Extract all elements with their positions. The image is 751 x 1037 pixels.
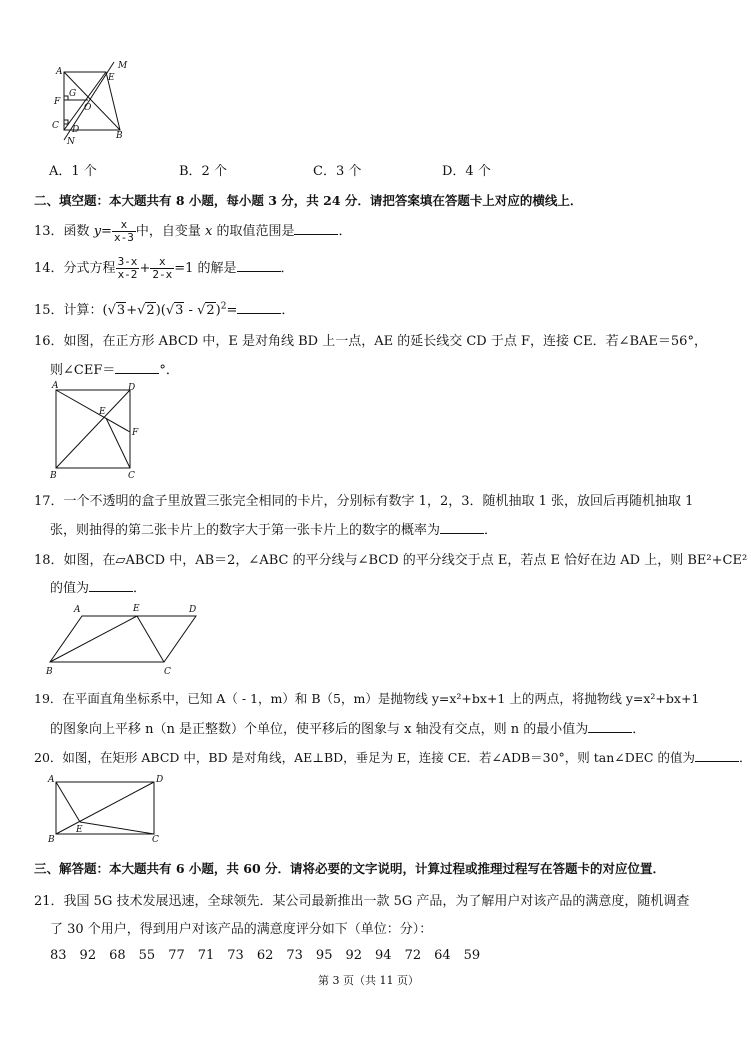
question-20: 20．如图，在矩形 ABCD 中，BD 是对角线，AE⊥BD，垂足为 E，连接 CE．若∠ADB＝30°，则 tan∠DEC 的值为 ． <box>34 750 751 765</box>
score: 62 <box>256 948 274 963</box>
score: 92 <box>79 948 97 963</box>
q16-figure <box>44 380 144 480</box>
question-14: 14．分式方程 $\frac{3-x}{x-2}$ + $\frac{x}{2-x}$ =1 的解是 ． <box>34 255 294 281</box>
section2-heading: 二、填空题：本大题共有 8 小题，每小题 3 分，共 24 分．请把答案填在答题卡上对应的横线上． <box>34 193 583 208</box>
score: 55 <box>138 948 156 963</box>
q21-scores <box>50 948 493 963</box>
question-17-line1: 17．一个不透明的盒子里放置三张完全相同的卡片，分别标有数字 1，2，3．随机抽取 1 张，放回后再随机抽取 1 <box>34 494 694 509</box>
q16-label: E <box>99 407 106 417</box>
answer-blank[interactable] <box>588 720 632 733</box>
q12-label: N <box>67 137 75 147</box>
q18-label: E <box>133 604 140 614</box>
question-21-line1: 21．我国 5G 技术发展迅速，全球领先．某公司最新推出一款 5G 产品，为了解用户对该产品的满意度，随机调查 <box>34 894 690 909</box>
q16-label: A <box>52 381 59 391</box>
score: 71 <box>197 948 215 963</box>
q16-label: F <box>132 428 139 438</box>
sqrt-icon: √ <box>107 303 116 318</box>
question-21-line2: 了 30 个用户，得到用户对该产品的满意度评分如下（单位：分）： <box>50 922 433 937</box>
score: 59 <box>463 948 481 963</box>
answer-blank[interactable] <box>89 579 133 592</box>
q18-label: C <box>164 667 171 677</box>
q18-figure <box>44 600 214 680</box>
question-17-line2: 张，则抽得的第二张卡片上的数字大于第一张卡片上的数字的概率为 ． <box>50 523 498 538</box>
q12-label: A <box>56 67 63 77</box>
section3-heading: 三、解答题：本大题共有 6 小题，共 60 分．请将必要的文字说明，计算过程或推理过程写在答题卡的对应位置． <box>34 861 666 876</box>
q12-label: D <box>72 125 80 135</box>
q16-label: D <box>128 383 136 393</box>
q18-label: D <box>189 605 197 615</box>
q13-fraction: $\frac{x}{x-3}$ <box>113 218 134 244</box>
q12-label: M <box>118 61 128 71</box>
q20-label: D <box>156 775 164 785</box>
q20-label: E <box>76 825 83 835</box>
q12-label: B <box>116 131 123 141</box>
score: 72 <box>404 948 422 963</box>
q12-option-c: C．3 个 <box>313 164 362 179</box>
q14-fraction-2: $\frac{x}{2-x}$ <box>152 255 173 281</box>
score: 83 <box>50 948 67 963</box>
q20-label: C <box>152 835 159 845</box>
question-16-line2: 则∠CEF＝ °． <box>50 363 179 378</box>
answer-blank[interactable] <box>294 222 338 235</box>
question-13: 13．函数 y= $\frac{x}{x-3}$ 中，自变量 x 的取值范围是 ． <box>34 218 352 244</box>
answer-blank[interactable] <box>237 301 281 314</box>
score: 73 <box>227 948 244 963</box>
q14-fraction-1: $\frac{3-x}{x-2}$ <box>117 255 138 281</box>
question-18-line1: 18．如图，在▱ABCD 中，AB＝2，∠ABC 的平分线与∠BCD 的平分线交于点 E，若点 E 恰好在边 AD 上，则 BE²+CE² <box>34 553 748 568</box>
answer-blank[interactable] <box>440 521 484 534</box>
q20-label: A <box>48 775 55 785</box>
q12-label: E <box>108 73 115 83</box>
question-15: 15．计算：(√3+√2)(√3 - √2)$^2$= ． <box>34 301 295 318</box>
q20-figure <box>44 772 164 844</box>
q16-label: C <box>128 471 135 481</box>
question-16-line1: 16．如图，在正方形 ABCD 中，E 是对角线 BD 上一点，AE 的延长线交 CD 于点 F，连接 CE．若∠BAE＝56°， <box>34 334 707 349</box>
q12-label: F <box>54 97 61 107</box>
question-18-line2: 的值为 ． <box>50 581 147 596</box>
answer-blank[interactable] <box>115 361 159 374</box>
q12-option-a: A．1 个 <box>49 164 97 179</box>
q12-label: G <box>69 89 77 99</box>
score: 68 <box>109 948 126 963</box>
score: 64 <box>434 948 451 963</box>
sqrt-icon: √ <box>165 303 175 318</box>
score: 73 <box>286 948 303 963</box>
page-footer: 第 3 页（共 11 页） <box>318 974 419 987</box>
q20-label: B <box>48 835 55 845</box>
q16-label: B <box>50 471 57 481</box>
answer-blank[interactable] <box>695 749 739 762</box>
answer-blank[interactable] <box>237 259 281 272</box>
question-19-line2: 的图象向上平移 n（n 是正整数）个单位，使平移后的图象与 x 轴没有交点，则 n 的最小值为 ． <box>50 722 646 737</box>
score: 92 <box>345 948 363 963</box>
question-19-line1: 19．在平面直角坐标系中，已知 A（ - 1，m）和 B（5，m）是抛物线 y=x²+bx+1 上的两点，将抛物线 y=x²+bx+1 <box>34 691 700 706</box>
q12-label: O <box>84 103 92 113</box>
score: 77 <box>168 948 185 963</box>
q18-label: A <box>74 605 81 615</box>
q12-option-d: D．4 个 <box>442 164 491 179</box>
sqrt-icon: √ <box>137 303 146 318</box>
score: 95 <box>315 948 333 963</box>
sqrt-icon: √ <box>197 303 206 318</box>
q12-label: C <box>52 121 59 131</box>
q18-label: B <box>46 667 53 677</box>
q12-figure <box>42 58 142 146</box>
q12-option-b: B．2 个 <box>179 164 227 179</box>
score: 94 <box>375 948 392 963</box>
